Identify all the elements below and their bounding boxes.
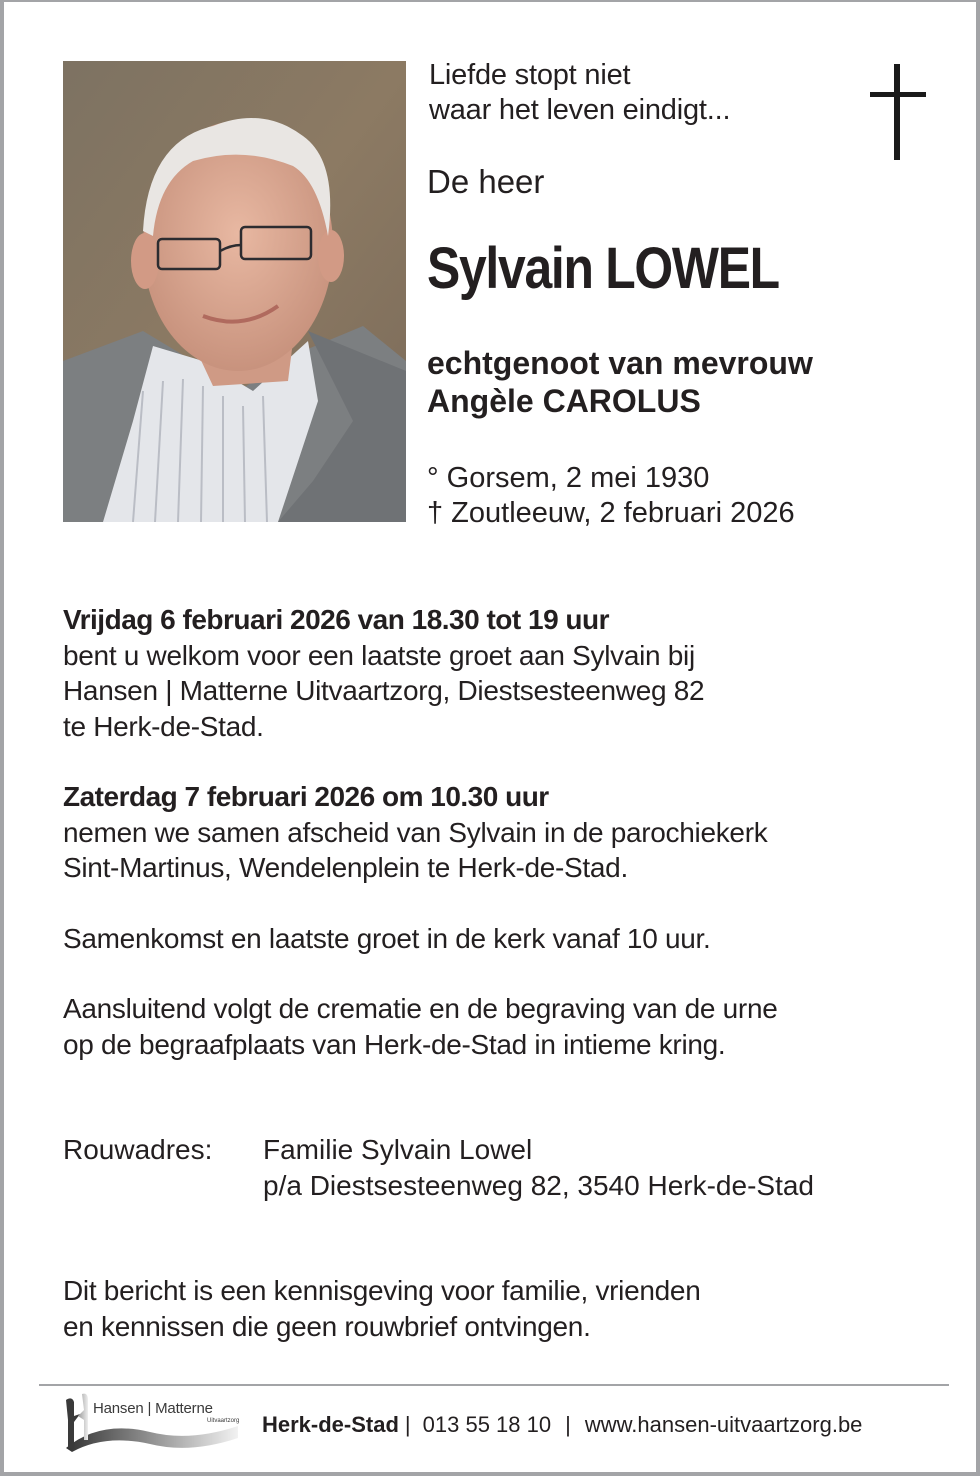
funeral-line: nemen we samen afscheid van Sylvain in de parochiekerk — [63, 816, 768, 848]
death-date: † Zoutleeuw, 2 februari 2026 — [427, 497, 795, 529]
portrait-photo — [63, 61, 406, 522]
mourning-address-line: Familie Sylvain Lowel — [263, 1134, 533, 1165]
footer-phone[interactable]: 013 55 18 10 — [422, 1412, 552, 1437]
funeral-home-logo — [60, 1390, 240, 1456]
footer-contact — [262, 1411, 862, 1439]
deceased-name: Sylvain LOWEL — [427, 236, 779, 301]
mourning-address-label: Rouwadres: — [63, 1134, 213, 1165]
motto-line-1: Liefde stopt niet — [429, 59, 631, 91]
salutation: De heer — [427, 163, 545, 200]
visitation-line: Hansen | Matterne Uitvaartzorg, Diestsesteenweg 82 — [63, 675, 705, 706]
notice-text — [63, 1273, 700, 1344]
funeral-heading: Zaterdag 7 februari 2026 om 10.30 uur — [63, 781, 549, 812]
logo-brand-text: Hansen | Matterne — [93, 1400, 213, 1417]
footer-website-link[interactable]: www.hansen-uitvaartzorg.be — [584, 1412, 863, 1437]
notice-line: Dit bericht is een kennisgeving voor familie, vrienden — [63, 1275, 701, 1306]
footer-city: Herk-de-Stad — [262, 1412, 399, 1437]
spouse-name: Angèle CAROLUS — [427, 383, 701, 419]
footer-divider — [39, 1384, 949, 1386]
cremation-note — [63, 991, 778, 1062]
footer-separator: | — [565, 1412, 571, 1437]
visitation-heading: Vrijdag 6 februari 2026 van 18.30 tot 19 uur — [63, 604, 610, 635]
motto-line-2: waar het leven eindigt... — [429, 94, 731, 126]
life-dates — [427, 461, 795, 531]
cross-icon — [870, 64, 926, 160]
gathering-line: Samenkomst en laatste groet in de kerk vanaf 10 uur. — [63, 923, 711, 954]
birth-date: ° Gorsem, 2 mei 1930 — [427, 462, 710, 494]
visitation-line: bent u welkom voor een laatste groet aan Sylvain bij — [63, 639, 695, 671]
mourning-address-line: p/a Diestsesteenweg 82, 3540 Herk-de-Stad — [263, 1169, 814, 1201]
footer-separator: | — [404, 1412, 411, 1437]
logo-sub-text: Uitvaartzorg — [207, 1418, 240, 1424]
cremation-line: op de begraafplaats van Herk-de-Stad in intieme kring. — [63, 1028, 726, 1060]
gathering-note — [63, 921, 710, 957]
motto — [429, 58, 730, 128]
cremation-line: Aansluitend volgt de crematie en de begraving van de urne — [63, 993, 778, 1024]
spouse-line-1: echtgenoot van mevrouw — [427, 345, 813, 381]
visitation-line: te Herk-de-Stad. — [63, 710, 264, 742]
visitation-section — [63, 602, 704, 744]
funeral-section — [63, 779, 767, 886]
notice-line: en kennissen die geen rouwbrief ontvingen. — [63, 1310, 591, 1342]
funeral-line: Sint-Martinus, Wendelenplein te Herk-de-Stad. — [63, 852, 628, 883]
spouse-info — [427, 344, 813, 420]
